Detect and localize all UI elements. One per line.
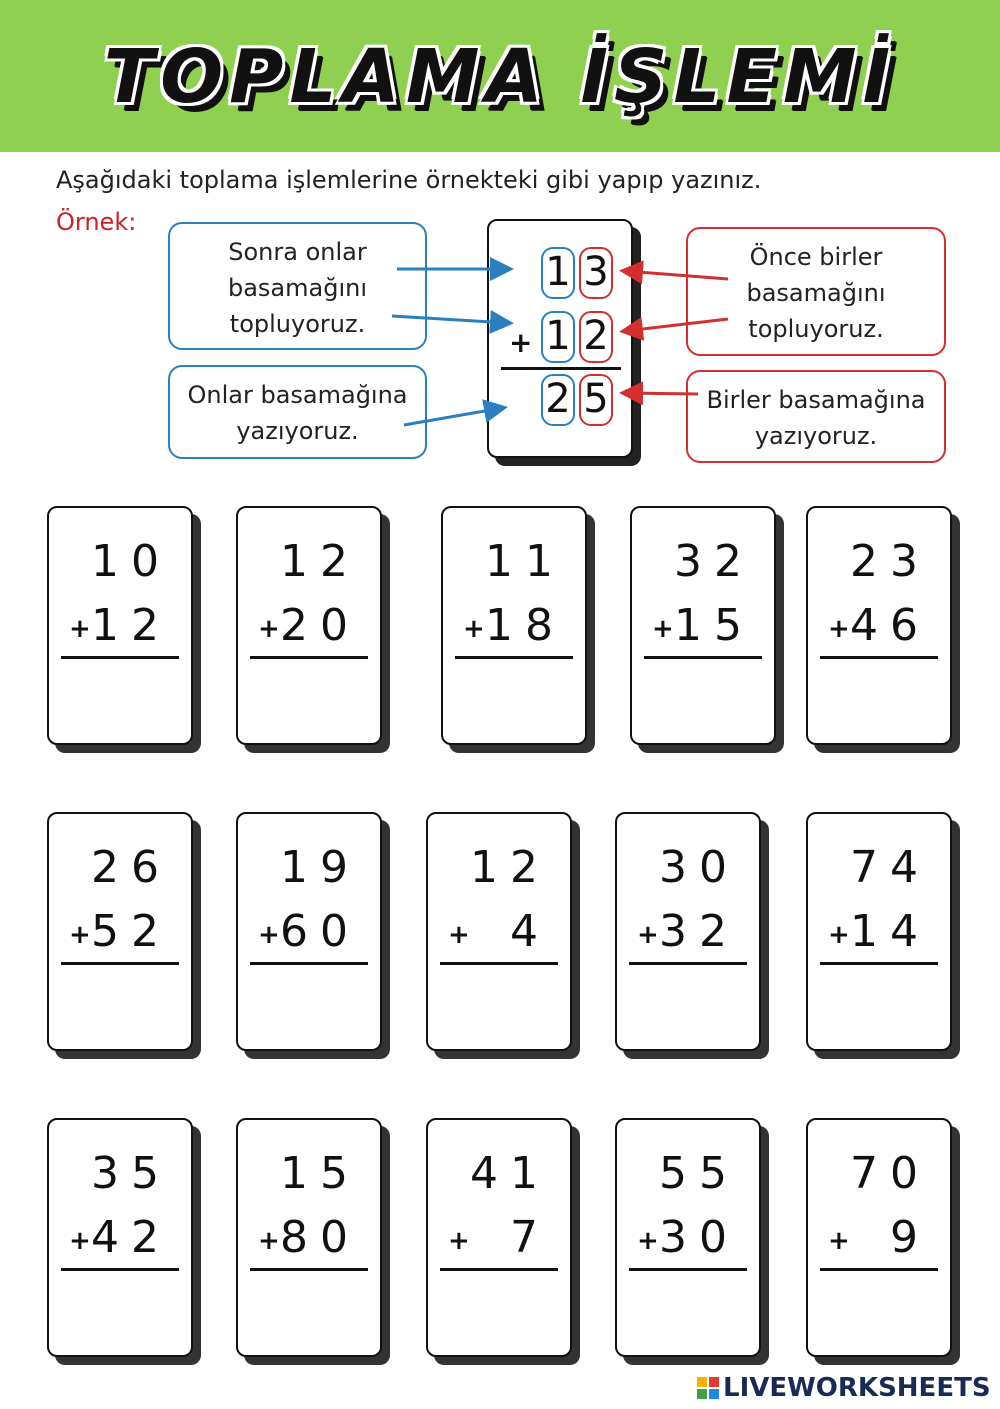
sum-line: [61, 656, 179, 659]
plus-sign: +: [69, 1226, 91, 1256]
sum-line: [440, 962, 558, 965]
addend-bottom: 18: [485, 600, 565, 651]
instruction-text: Aşağıdaki toplama işlemlerine örnekteki gibi yapıp yazınız.: [56, 166, 762, 194]
problem-card: [426, 812, 572, 1051]
addend-top: 15: [280, 1148, 360, 1199]
problem-card: [47, 1118, 193, 1357]
addend-bottom: 60: [280, 906, 360, 957]
addend-bottom: 12: [91, 600, 171, 651]
sum-line: [629, 1268, 747, 1271]
arrow-blue: [404, 408, 502, 425]
addend-bottom: 4: [510, 906, 550, 957]
problem-card: [615, 812, 761, 1051]
example-b-ones: 2: [579, 311, 613, 363]
problem-card: [236, 812, 382, 1051]
problem-card: [806, 812, 952, 1051]
problem-card: [806, 1118, 952, 1357]
logo-icon: [697, 1377, 719, 1399]
plus-sign: +: [448, 1226, 470, 1256]
liveworksheets-logo: [697, 1374, 991, 1402]
sum-line: [440, 1268, 558, 1271]
problem-card: [236, 506, 382, 745]
example-r-tens: 2: [541, 374, 575, 426]
callout-line: Sonra onlar: [228, 238, 367, 266]
addend-top: 19: [280, 842, 360, 893]
addend-bottom: 14: [850, 906, 930, 957]
callout-line: Onlar basamağına: [187, 381, 408, 409]
addend-top: 11: [485, 536, 565, 587]
plus-sign: +: [828, 614, 850, 644]
arrow-red: [625, 271, 728, 279]
sum-line: [644, 656, 762, 659]
problem-card: [47, 506, 193, 745]
addend-top: 32: [674, 536, 754, 587]
plus-sign: +: [258, 614, 280, 644]
problem-card: [426, 1118, 572, 1357]
addend-bottom: 32: [659, 906, 739, 957]
problem-card: [236, 1118, 382, 1357]
addend-bottom: 52: [91, 906, 171, 957]
callout-line: Birler basamağına: [706, 386, 926, 414]
plus-sign: +: [637, 1226, 659, 1256]
addend-bottom: 46: [850, 600, 930, 651]
callout-line: topluyoruz.: [229, 310, 366, 338]
example-plus: +: [509, 326, 533, 359]
addend-bottom: 30: [659, 1212, 739, 1263]
addend-top: 55: [659, 1148, 739, 1199]
sum-line: [820, 1268, 938, 1271]
plus-sign: +: [828, 1226, 850, 1256]
addend-top: 26: [91, 842, 171, 893]
addend-bottom: 42: [91, 1212, 171, 1263]
problem-card: [441, 506, 587, 745]
plus-sign: +: [258, 1226, 280, 1256]
addend-top: 30: [659, 842, 739, 893]
page-title: TOPLAMA İŞLEMİ: [103, 34, 897, 120]
sum-line: [820, 962, 938, 965]
sum-line: [61, 962, 179, 965]
addend-top: 74: [850, 842, 930, 893]
example-a-tens: 1: [541, 247, 575, 299]
example-b-tens: 1: [541, 311, 575, 363]
sum-line: [250, 962, 368, 965]
example-arrows: [0, 0, 1000, 480]
example-label: Örnek:: [56, 208, 137, 236]
callout-line: topluyoruz.: [748, 315, 884, 343]
problem-card: [630, 506, 776, 745]
plus-sign: +: [448, 920, 470, 950]
callout-line: yazıyoruz.: [754, 422, 878, 450]
plus-sign: +: [652, 614, 674, 644]
plus-sign: +: [828, 920, 850, 950]
addend-bottom: 20: [280, 600, 360, 651]
arrow-blue: [392, 316, 508, 323]
problem-card: [806, 506, 952, 745]
plus-sign: +: [637, 920, 659, 950]
addend-bottom: 80: [280, 1212, 360, 1263]
plus-sign: +: [463, 614, 485, 644]
logo-text: LIVEWORKSHEETS: [723, 1373, 991, 1403]
addend-bottom: 15: [674, 600, 754, 651]
addend-top: 12: [470, 842, 550, 893]
addend-bottom: 7: [510, 1212, 550, 1263]
addend-bottom: 9: [890, 1212, 930, 1263]
plus-sign: +: [69, 920, 91, 950]
sum-line: [455, 656, 573, 659]
plus-sign: +: [258, 920, 280, 950]
arrow-red: [625, 319, 728, 331]
arrow-red: [625, 393, 698, 394]
sum-line: [820, 656, 938, 659]
problem-card: [615, 1118, 761, 1357]
addend-top: 70: [850, 1148, 930, 1199]
addend-top: 10: [91, 536, 171, 587]
problem-card: [47, 812, 193, 1051]
sum-line: [629, 962, 747, 965]
callout-line: basamağını: [746, 279, 886, 307]
addend-top: 23: [850, 536, 930, 587]
callout-line: Önce birler: [749, 243, 883, 271]
example-r-ones: 5: [579, 374, 613, 426]
addend-top: 12: [280, 536, 360, 587]
addend-top: 41: [470, 1148, 550, 1199]
callout-line: yazıyoruz.: [236, 417, 359, 445]
sum-line: [250, 656, 368, 659]
sum-line: [250, 1268, 368, 1271]
plus-sign: +: [69, 614, 91, 644]
addend-top: 35: [91, 1148, 171, 1199]
example-a-ones: 3: [579, 247, 613, 299]
sum-line: [61, 1268, 179, 1271]
callout-line: basamağını: [227, 274, 368, 302]
